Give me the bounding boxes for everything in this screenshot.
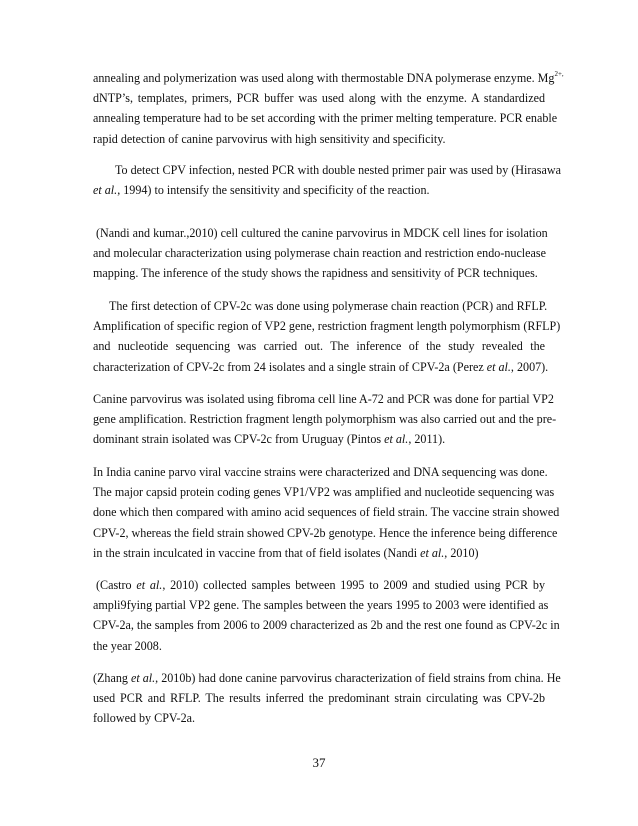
text-line: Amplification of specific region of VP2 gene, restriction fragment length polymorphism (RFLP): [93, 319, 561, 334]
paragraph-4: [93, 296, 561, 377]
text-line: and nucleotide sequencing was carried out. The inference of the study revealed the: [93, 339, 545, 354]
text-line: The first detection of CPV-2c was done using polymerase chain reaction (PCR) and RFLP.: [109, 299, 548, 313]
superscript: 2+,: [554, 70, 564, 78]
text-line: Canine parvovirus was isolated using fibroma cell line A-72 and PCR was done for partial VP2: [93, 392, 554, 406]
text-line: ampli9fying partial VP2 gene. The samples between the years 1995 to 2003 were identified as: [93, 598, 549, 613]
text-line: annealing temperature had to be set according with the primer melting temperature. PCR enable: [93, 111, 558, 126]
text-line: in the strain inculcated in vaccine from that of field isolates (Nandi et al., 2010): [93, 545, 479, 560]
text-line: used PCR and RFLP. The results inferred the predominant strain circulating was CPV-2b: [93, 691, 545, 706]
text-line: The major capsid protein coding genes VP1/VP2 was amplified and nucleotide sequencing was: [93, 485, 555, 500]
page-number: 37: [312, 755, 326, 770]
paragraph-6: [93, 462, 560, 563]
text-line: dominant strain isolated was CPV-2c from Uruguay (Pintos et al., 2011).: [93, 432, 446, 447]
text-line: the year 2008.: [93, 638, 162, 653]
text-line: (Nandi and kumar.,2010) cell cultured the canine parvovirus in MDCK cell lines for isolation: [96, 226, 548, 240]
text-line: annealing and polymerization was used along with thermostable DNA polymerase enzyme. $Mg^{2+,}$: [93, 70, 564, 85]
paragraph-1: [93, 68, 564, 149]
text-line: To detect CPV infection, nested PCR with double nested primer pair was used by (Hirasawa: [115, 163, 561, 177]
text-line: (Zhang et al., 2010b) had done canine parvovirus characterization of field strains from china. He: [93, 671, 561, 685]
text-line: CPV-2a, the samples from 2006 to 2009 characterized as 2b and the rest one found as CPV-2c in: [93, 618, 560, 633]
text-line: et al., 1994) to intensify the sensitivity and specificity of the reaction.: [93, 183, 430, 198]
paragraph-2: [93, 160, 561, 200]
text-line: rapid detection of canine parvovirus with high sensitivity and specificity.: [93, 131, 446, 146]
paragraph-3: [93, 223, 548, 284]
text-line: (Castro et al., 2010) collected samples between 1995 to 2009 and studied using PCR by: [96, 578, 545, 592]
paragraph-7: [93, 575, 560, 656]
text-line: CPV-2, whereas the field strain showed CPV-2b genotype. Hence the inference being difference: [93, 525, 558, 540]
text-line: followed by CPV-2a.: [93, 711, 196, 726]
text-line: dNTP’s, templates, primers, PCR buffer was used along with the enzyme. A standardized: [93, 91, 545, 106]
text-line: characterization of CPV-2c from 24 isolates and a single strain of CPV-2a (Perez et al., 2007).: [93, 359, 549, 374]
text-line: and molecular characterization using polymerase chain reaction and restriction endo-nuclease: [93, 246, 546, 261]
paragraph-5: [93, 389, 557, 450]
italic-text: et al.: [93, 183, 118, 198]
text-line: done which then compared with amino acid sequences of field strain. The vaccine strain showed: [93, 505, 560, 520]
text-line: gene amplification. Restriction fragment length polymorphism was also carried out and the pre-: [93, 412, 557, 427]
paragraph-8: [93, 668, 561, 729]
text-line: In India canine parvo viral vaccine strains were characterized and DNA sequencing was done.: [93, 465, 548, 479]
text-line: mapping. The inference of the study shows the rapidness and sensitivity of PCR techniques.: [93, 266, 538, 281]
